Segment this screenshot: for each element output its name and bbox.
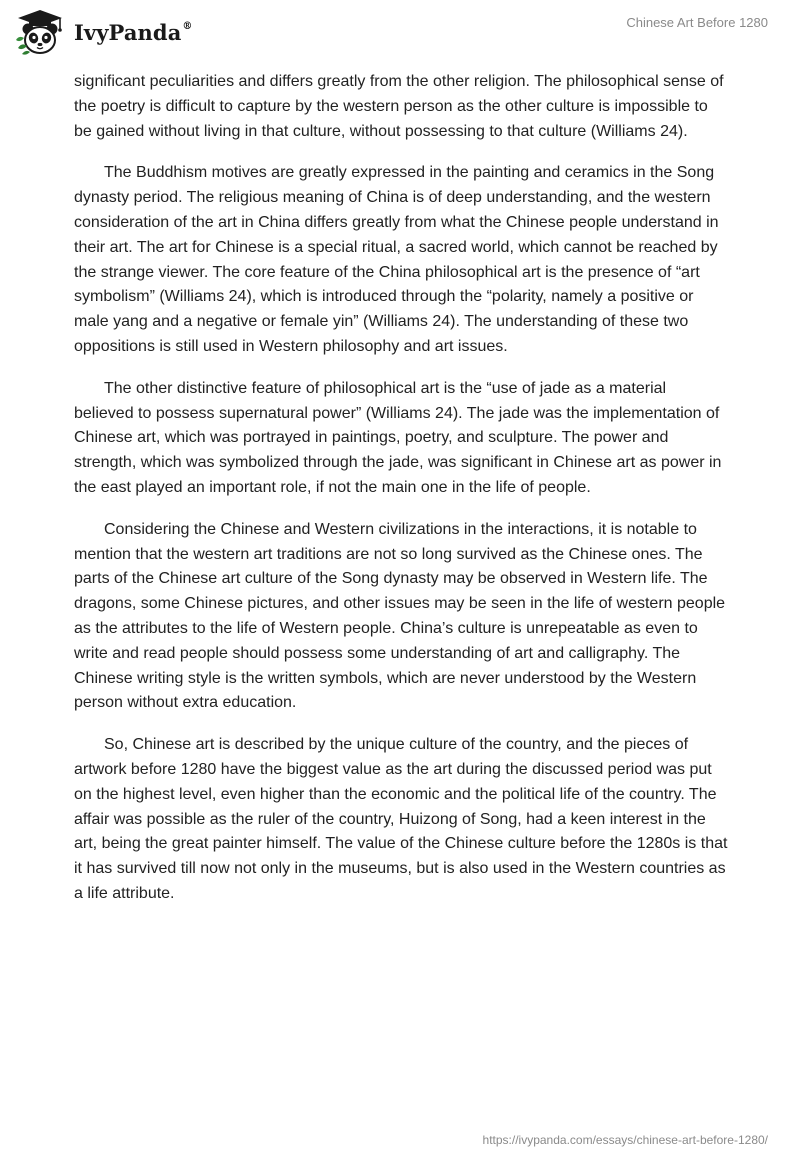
paragraph: The Buddhism motives are greatly expressed in the painting and ceramics in the Song dynasty period. The religious meaning of China is of deep understanding, and the western consideration of the art in China differs greatly from what the Chinese people understand in their art. The art for Chinese is a special ritual, a sacred world, which cannot be reached by the strange viewer. The core feature of the China philosophical art is the presence of “art symbolism” (Williams 24), which is introduced through the “polarity, namely a positive or male yang and a negative or female yin” (Williams 24). The understanding of these two oppositions is still used in Western philosophy and art issues. bbox=[74, 164, 719, 355]
page-header bbox=[0, 0, 800, 64]
panda-graduate-icon bbox=[14, 8, 70, 56]
essay-body bbox=[74, 70, 728, 924]
paragraph: So, Chinese art is described by the unique culture of the country, and the pieces of artwork before 1280 have the biggest value as the art during the discussed period was put on the highest level, even higher than the economic and the political life of the country. The affair was possible as the ruler of the country, Huizong of Song, had a keen interest in the art, being the great painter himself. The value of the Chinese culture before the 1280s is that it has survived till now not only in the museums, but is also used in the Western countries as a life attribute. bbox=[74, 736, 728, 902]
brand-name: IvyPanda® bbox=[74, 19, 193, 45]
document-title: Chinese Art Before 1280 bbox=[626, 15, 768, 30]
paragraph: Considering the Chinese and Western civilizations in the interactions, it is notable to mention that the western art traditions are not so long survived as the Chinese ones. The parts of the Chinese art culture of the Song dynasty may be observed in Western life. The dragons, some Chinese pictures, and other issues may be seen in the life of western people as the attributes to the life of Western people. China’s culture is unrepeatable as even to write and read people should possess some understanding of art and calligraphy. The Chinese writing style is the written symbols, which are never understood by the Western person without extra education. bbox=[74, 520, 726, 712]
paragraph: significant peculiarities and differs greatly from the other religion. The philosophical sense of the poetry is difficult to capture by the western person as the other culture is impossible to be gained without living in that culture, without possessing to that culture (Williams 24). bbox=[74, 73, 724, 140]
paragraph: The other distinctive feature of philosophical art is the “use of jade as a material believed to possess supernatural power” (Williams 24). The jade was the implementation of Chinese art, which was portrayed in paintings, poetry, and sculpture. The power and strength, which was symbolized through the jade, was significant in Chinese art as power in the east played an important role, if not the main one in the life of people. bbox=[74, 379, 722, 496]
ivypanda-logo[interactable] bbox=[14, 8, 193, 56]
source-url[interactable]: https://ivypanda.com/essays/chinese-art-before-1280/ bbox=[482, 1133, 768, 1147]
